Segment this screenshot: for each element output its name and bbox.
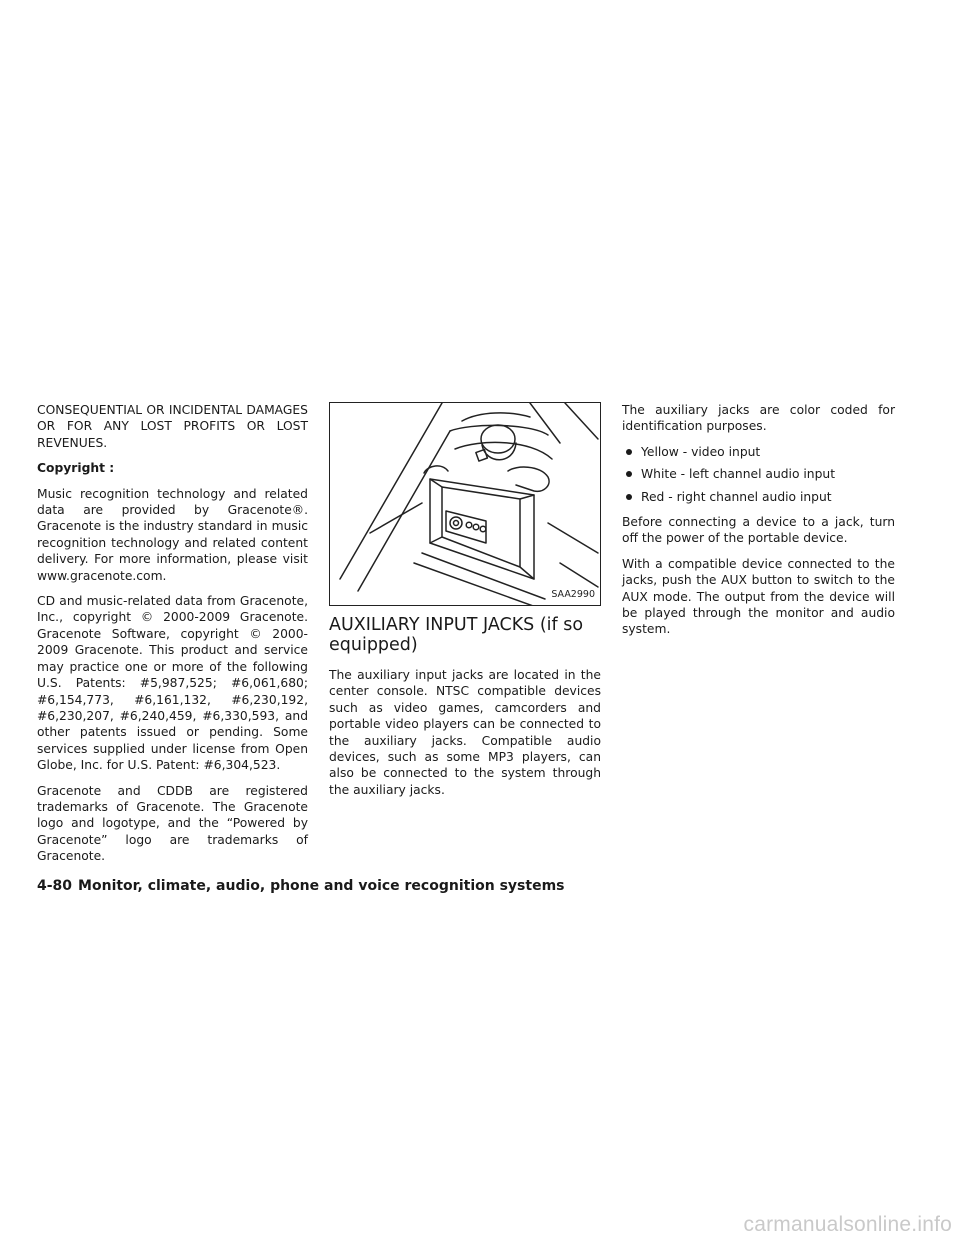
- copyright-heading: Copyright :: [37, 461, 115, 476]
- list-item: Red - right channel audio input: [622, 489, 895, 505]
- figure-code: SAA2990: [549, 587, 597, 603]
- section-heading: AUXILIARY INPUT JACKS (if so equipped): [329, 615, 584, 655]
- gracenote-paragraph: Music recognition technology and related data are provided by Gracenote®. Gracenote is the industry standard in music recognition technology and related content delivery. For more information, please visit www.gracenote.com.: [37, 486, 308, 583]
- list-item: White - left channel audio input: [622, 466, 895, 482]
- page-footer: [37, 878, 565, 894]
- right-column: [622, 402, 895, 647]
- jack-color-list: [622, 444, 895, 505]
- list-item: Yellow - video input: [622, 444, 895, 460]
- footer-section-title: Monitor, climate, audio, phone and voice recognition systems: [78, 878, 565, 894]
- aux-mode-paragraph: With a compatible device connected to the jacks, push the AUX button to switch to the AUX mode. The output from the device will be played through the monitor and audio system.: [622, 556, 895, 637]
- console-illustration: [329, 402, 601, 606]
- disclaimer-paragraph: CONSEQUENTIAL OR INCIDENTAL DAMAGES OR FOR ANY LOST PROFITS OR LOST REVENUES.: [37, 403, 308, 450]
- trademarks-paragraph: Gracenote and CDDB are registered trademarks of Gracenote. The Gracenote logo and logotype, and the “Powered by Gracenote” logo are trademarks of Gracenote.: [37, 783, 308, 864]
- bullet-icon: [626, 471, 632, 477]
- color-code-paragraph: The auxiliary jacks are color coded for identification purposes.: [622, 403, 895, 434]
- power-off-paragraph: Before connecting a device to a jack, turn off the power of the portable device.: [622, 515, 895, 546]
- bullet-icon: [626, 494, 632, 500]
- middle-column: [329, 402, 601, 807]
- aux-description-paragraph: The auxiliary input jacks are located in the center console. NTSC compatible devices such as video games, camcorders and portable video players can be connected to the auxiliary jacks. Compatible audio devices, such as some MP3 players, can also be connected to the system through the auxiliary jacks.: [329, 668, 601, 797]
- bullet-icon: [626, 449, 632, 455]
- watermark: carmanualsonline.info: [743, 1213, 952, 1236]
- page-number: 4-80: [37, 878, 73, 894]
- left-column: [37, 402, 308, 874]
- patents-paragraph: CD and music-related data from Gracenote, Inc., copyright © 2000-2009 Gracenote. Gracenote Software, copyright © 2000-2009 Gracenote. This product and service may practice one or more of the following U.S. Patents: #5,987,525; #6,061,680; #6,154,773, #6,161,132, #6,230,192, #6,230,207, #6,240,459, #6,330,593, and other patents issued or pending. Some services supplied under license from Open Globe, Inc. for U.S. Patent: #6,304,523.: [37, 594, 308, 773]
